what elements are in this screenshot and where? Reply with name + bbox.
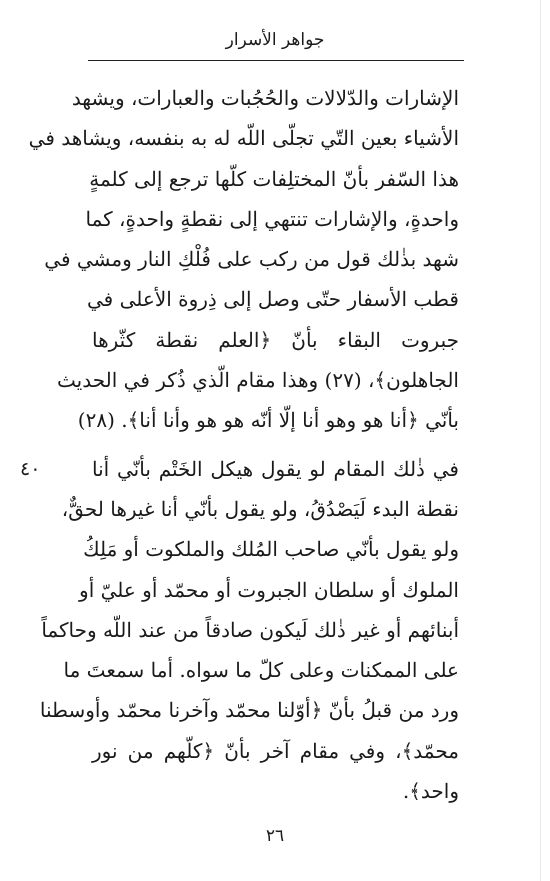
text-line: الجاهلون﴾، (٢٧) وهذا مقام الّذي ذُكر في الحديث bbox=[57, 368, 459, 393]
text-line: ولو يقول بأنّي صاحب المُلك والملكوت أو مَلِكُ bbox=[83, 537, 459, 562]
text-line: الإشارات والدّلالات والحُجُبات والعبارات، ويشهد bbox=[71, 86, 459, 110]
text-line: على الممكنات وعلى كلّ ما سواه. أما سمعتَ ما bbox=[63, 658, 459, 683]
page-edge bbox=[540, 0, 541, 881]
text-line: الملوك أو سلطان الجبروت أو محمّد أو عليّ أو bbox=[79, 577, 459, 602]
text-line: قطب الأسفار حتّى وصل إلى ذِروة الأعلى في bbox=[87, 287, 459, 312]
text-line: شهد بذٰلك قول من ركب على فُلْكِ النار ومشي في bbox=[44, 247, 459, 272]
header-rule bbox=[88, 60, 464, 61]
text-line: ورد من قبلُ بأنّ ﴿أوّلنا محمّد وآخرنا محمّد وأوسطنا bbox=[39, 698, 459, 723]
text-line: أبنائهم أو غير ذٰلك لَيكون صادقاً من عند اللّه وحاكماً bbox=[41, 617, 459, 642]
text-line: جبروت البقاء بأنّ ﴿العلم نقطة كثّرها bbox=[92, 327, 459, 352]
text-line: محمّد﴾، وفي مقام آخر بأنّ ﴿كلّهم من نور bbox=[92, 738, 459, 763]
running-header: جواهر الأسرار bbox=[225, 30, 325, 50]
text-line: واحدةٍ، والإشارات تنتهي إلى نقطةٍ واحدةٍ، كما bbox=[85, 206, 459, 231]
paragraph-gap bbox=[92, 441, 459, 449]
text-line: الأشياء بعين التّي تجلّى اللّه له به بنفسه، ويشاهد في bbox=[28, 126, 459, 151]
text-line: بأنّي ﴿أنا هو وهو أنا إلّا أنّه هو هو وأنا أنا﴾. (٢٨) bbox=[77, 408, 459, 433]
margin-line-number: ٤٠ bbox=[20, 458, 41, 480]
page-number: ٢٦ bbox=[265, 826, 285, 846]
text-line: هذا السّفر بأنّ المختلِفات كلّها ترجع إلى كلمةٍ bbox=[89, 166, 459, 191]
text-line: نقطة البدء لَيَصْدُقُ، ولو يقول بأنّي أنا غيرها لحقٌّ، bbox=[61, 496, 459, 521]
text-line: واحد﴾. bbox=[402, 779, 459, 804]
text-line: في ذٰلك المقام لو يقول هيكل الخَتْم بأنّي أنا bbox=[92, 456, 459, 481]
